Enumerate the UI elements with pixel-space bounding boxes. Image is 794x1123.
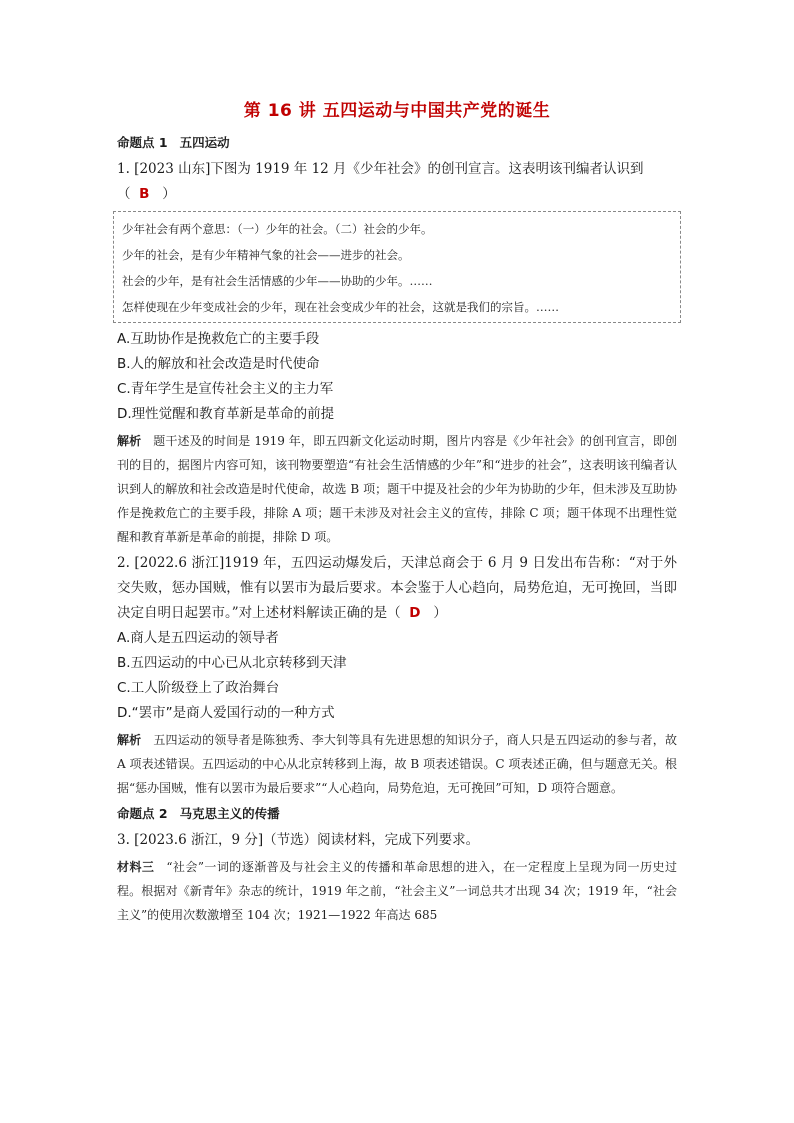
quote-line: 少年的社会，是有少年精神气象的社会——进步的社会。 xyxy=(122,248,410,262)
option-a: A.商人是五四运动的领导者 xyxy=(117,630,279,646)
option-d: D.理性觉醒和教育革新是革命的前提 xyxy=(117,406,335,422)
section-name: 五四运动 xyxy=(179,135,230,150)
material-text: “社会”一词的逐渐普及与社会主义的传播和革命思想的进入，在一定程度上呈现为同一历史过程。根据对《新青年》杂志的统计，1919 年之前，“社会主义”一词总共才出现 34 次；1919 年，“社会主义”的使用次数激增至 104 次；1921—1922 年高达 685 xyxy=(117,860,677,922)
section-name: 马克思主义的传播 xyxy=(179,806,280,821)
paren-open: （ xyxy=(387,605,401,621)
section-heading-2 xyxy=(117,804,677,822)
paren-open: （ xyxy=(117,186,131,202)
page-title: 第 16 讲 五四运动与中国共产党的诞生 xyxy=(243,101,551,121)
quote-box xyxy=(113,211,681,323)
analysis xyxy=(117,429,677,549)
material-label: 材料三 xyxy=(117,860,155,874)
question-stem xyxy=(117,157,677,207)
option-c: C.工人阶级登上了政治舞台 xyxy=(117,680,280,696)
quote-line: 社会的少年，是有社会生活情感的少年——协助的少年。…… xyxy=(122,274,433,288)
analysis-label: 解析 xyxy=(117,733,142,747)
option-b: B.人的解放和社会改造是时代使命 xyxy=(117,356,320,372)
analysis-text: 五四运动的领导者是陈独秀、李大钊等具有先进思想的知识分子，商人只是五四运动的参与者，故 A 项表述错误。五四运动的中心从北京转移到上海，故 B 项表述错误。C 项表述正确，但与题意无关。根据“惩办国贼，惟有以罢市为最后要求”“人心趋向，局势危迫，无可挽回”可知，D 项符合题意。 xyxy=(117,733,677,795)
question-stem: 3. [2023.6 浙江，9 分]（节选）阅读材料，完成下列要求。 xyxy=(117,832,480,848)
question-stem-text: 1. [2023 山东]下图为 1919 年 12 月《少年社会》的创刊宣言。这表明该刊编者认识到 xyxy=(117,161,644,177)
question-stem xyxy=(117,551,677,626)
question-stem-text: 2. [2022.6 浙江]1919 年，五四运动爆发后，天津总商会于 6 月 9 日发出布告称：“对于外交失败，惩办国贼，惟有以罢市为最后要求。本会鉴于人心趋向，局势危迫，无可挽回，当即决定自明日起罢市。”对上述材料解读正确的是 xyxy=(117,555,677,621)
analysis xyxy=(117,728,677,800)
quote-line: 怎样使现在少年变成社会的少年，现在社会变成少年的社会，这就是我们的宗旨。…… xyxy=(122,300,559,314)
answer-mark: D xyxy=(409,605,421,621)
analysis-text: 题干述及的时间是 1919 年，即五四新文化运动时期，图片内容是《少年社会》的创刊宣言，即创刊的目的，据图片内容可知，该刊物要塑造“有社会生活情感的少年”和“进步的社会”，这表明该刊编者认识到人的解放和社会改造是时代使命，故选 B 项；题干中提及社会的少年为协助的少年，但未涉及互助协作是挽救危亡的主要手段，排除 A 项；题干未涉及对社会主义的宣传，排除 C 项；题干体现不出理性觉醒和教育革新是革命的前提，排除 D 项。 xyxy=(117,434,677,544)
question-3 xyxy=(117,828,677,927)
paren-close: ） xyxy=(433,605,447,621)
section-label: 命题点 2 xyxy=(117,806,168,821)
answer-mark: B xyxy=(139,186,150,202)
material xyxy=(117,855,677,927)
analysis-label: 解析 xyxy=(117,434,142,448)
option-c: C.青年学生是宣传社会主义的主力军 xyxy=(117,381,334,397)
section-label: 命题点 1 xyxy=(117,135,168,150)
option-d: D.“罢市”是商人爱国行动的一种方式 xyxy=(117,705,335,721)
option-a: A.互助协作是挽救危亡的主要手段 xyxy=(117,331,320,347)
page xyxy=(117,96,677,927)
paren-close: ） xyxy=(162,186,176,202)
question-2 xyxy=(117,551,677,800)
option-b: B.五四运动的中心已从北京转移到天津 xyxy=(117,655,347,671)
quote-line: 少年社会有两个意思：（一）少年的社会。（二）社会的少年。 xyxy=(122,222,433,236)
section-heading-1 xyxy=(117,133,677,151)
question-1 xyxy=(117,157,677,549)
